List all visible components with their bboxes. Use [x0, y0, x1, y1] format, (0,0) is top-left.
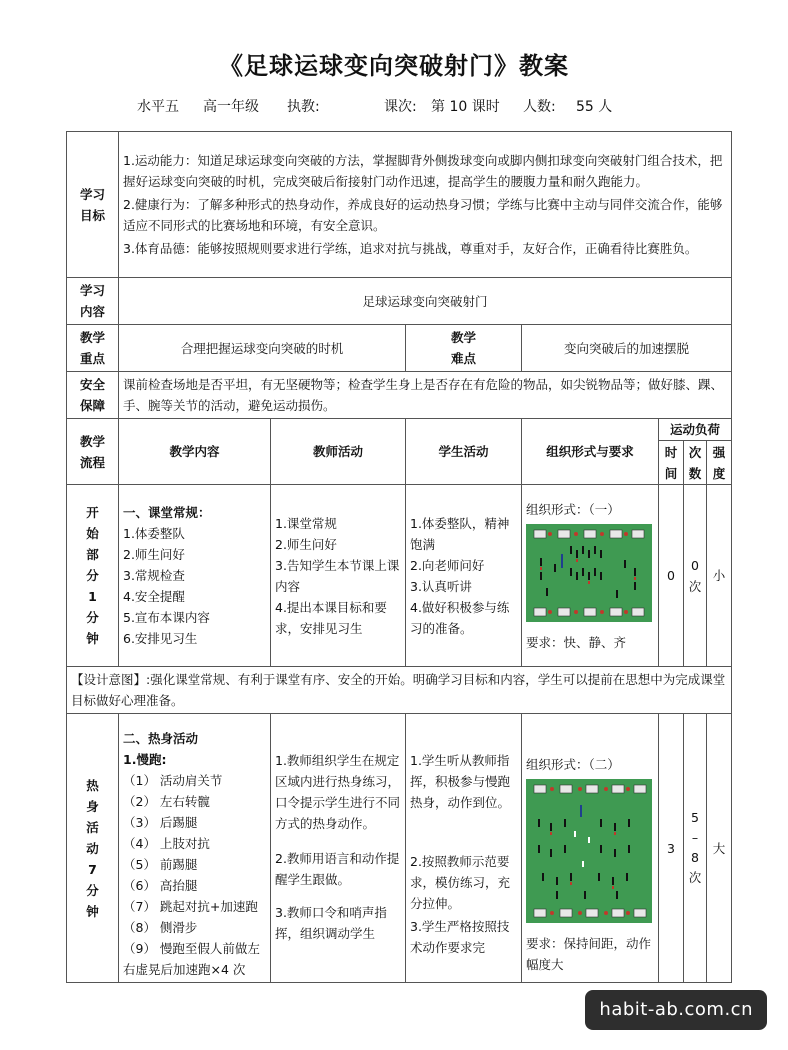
- section1-content-item: 4.安全提醒: [123, 589, 185, 604]
- section1-phase: 开 始 部 分 1 分 钟: [67, 485, 119, 667]
- student-header: 学生活动: [406, 419, 522, 485]
- focus-row: [67, 325, 732, 372]
- section1-teacher-item: 2.师生问好: [275, 536, 337, 552]
- section1-teacher: [271, 485, 406, 667]
- section2-org-req: 要求：保持间距，动作幅度大: [526, 936, 652, 972]
- key-value: 合理把握运球变向突破的时机: [119, 325, 406, 372]
- section2-content: [119, 714, 271, 983]
- formation-diagram-1: [526, 524, 652, 622]
- section2-content-item: （8） 侧滑步: [123, 920, 198, 935]
- section1-content-item: 5.宣布本课内容: [123, 610, 210, 625]
- lesson-plan-table: [66, 131, 732, 983]
- section2-content-item: （5） 前踢腿: [123, 857, 198, 872]
- section1-org-req: 要求：快、静、齐: [526, 634, 627, 650]
- section1-times: 0 次: [684, 485, 707, 667]
- section2-org: [522, 714, 659, 983]
- content-value: 足球运球变向突破射门: [119, 278, 732, 325]
- section2-student-item: 2.按照教师示范要求，模仿练习，充分拉伸。: [410, 854, 511, 911]
- content-row: [67, 278, 732, 325]
- lesson-label: 课次:: [384, 99, 417, 115]
- section1-student-item: 1.体委整队，精神饱满: [410, 515, 510, 552]
- section2-content-item: （7） 跳起对抗+加速跑: [123, 899, 258, 914]
- key-label: 教学 重点: [67, 325, 119, 372]
- section2-content-item: （6） 高抬腿: [123, 878, 198, 893]
- page-title: 《足球运球变向突破射门》教案: [219, 52, 569, 80]
- section1-org: [522, 485, 659, 667]
- section2-org-title: 组织形式：（二）: [526, 757, 620, 772]
- section1-student-item: 3.认真听讲: [410, 578, 472, 594]
- difficulty-label: 教学 难点: [406, 325, 522, 372]
- objective-3: 3.体育品德：能够按照规则要求进行学练，追求对抗与挑战，尊重对手，友好合作，正确看待比赛胜负。: [123, 241, 698, 256]
- section1-content-item: 3.常规检查: [123, 568, 185, 583]
- content-label: 学习 内容: [67, 278, 119, 325]
- section1-intensity: 小: [707, 485, 732, 667]
- section1-design-row: [67, 667, 732, 714]
- count-value: 55 人: [576, 99, 613, 115]
- section2-student-item: 1.学生听从教师指挥，积极参与慢跑热身，动作到位。: [410, 753, 511, 810]
- section2-student: [406, 714, 522, 983]
- objective-2: 2.健康行为：了解多种形式的热身动作，养成良好的运动热身习惯；学练与比赛中主动与同伴交流合作，能够适应不同形式的比赛场地和环境，有安全意识。: [123, 197, 723, 233]
- section2-teacher-item: 1.教师组织学生在规定区域内进行热身练习，口令提示学生进行不同方式的热身动作。: [275, 753, 401, 831]
- section1-heading: 一、课堂常规：: [123, 505, 211, 520]
- section2-content-item: （2） 左右转髋: [123, 794, 210, 809]
- teacher-label: 执教:: [287, 99, 320, 115]
- lesson-value: 第 10 课时: [431, 99, 500, 115]
- content-header: 教学内容: [119, 419, 271, 485]
- section2-heading: 二、热身活动: [123, 731, 199, 746]
- section2-sub: 1.慢跑:: [123, 752, 167, 767]
- section1-student-item: 4.做好积极参与练习的准备。: [410, 599, 510, 636]
- section1-teacher-item: 3.告知学生本节课上课内容: [275, 557, 400, 594]
- org-header: 组织形式与要求: [522, 419, 659, 485]
- teacher-header: 教师活动: [271, 419, 406, 485]
- objectives-label: 学习 目标: [67, 132, 119, 278]
- grade: 高一年级: [203, 99, 259, 115]
- section1-content-item: 6.安排见习生: [123, 631, 198, 646]
- section1-teacher-item: 1.课堂常规: [275, 515, 337, 531]
- section1-content-item: 2.师生问好: [123, 547, 185, 562]
- flow-header: 教学 流程: [67, 419, 119, 485]
- section1-student: [406, 485, 522, 667]
- watermark: habit-ab.com.cn: [585, 990, 767, 1030]
- time-header: 时 间: [659, 441, 684, 485]
- section2-phase: 热 身 活 动 7 分 钟: [67, 714, 119, 983]
- objectives-text: [119, 132, 732, 278]
- formation-diagram-2: [526, 779, 652, 923]
- load-header: 运动负荷: [659, 419, 732, 441]
- section2-content-item: （4） 上肢对抗: [123, 836, 210, 851]
- section1-time: 0: [659, 485, 684, 667]
- section1-row: [67, 485, 732, 667]
- flow-header-row: [67, 419, 732, 441]
- section2-teacher: [271, 714, 406, 983]
- section2-intensity: 大: [707, 714, 732, 983]
- section2-teacher-item: 2.教师用语言和动作提醒学生跟做。: [275, 851, 400, 887]
- section1-student-item: 2.向老师问好: [410, 557, 485, 573]
- section1-content-item: 1.体委整队: [123, 526, 185, 541]
- section1-org-title: 组织形式：（一）: [526, 501, 620, 517]
- section2-teacher-item: 3.教师口令和哨声指挥，组织调动学生: [275, 905, 387, 941]
- objective-1: 1.运动能力：知道足球运球变向突破的方法，掌握脚背外侧拨球变向或脚内侧扣球变向突破射门组合技术，把握好运球变向突破的时机，完成突破后衔接射门动作迅速，提高学生的腰腹力量和耐久跑能力。: [123, 153, 723, 189]
- section1-design: 【设计意图】:强化课堂常规、有利于课堂有序、安全的开始。明确学习目标和内容，学生可以提前在思想中为完成课堂目标做好心理准备。: [67, 667, 732, 714]
- section2-content-item: （3） 后踢腿: [123, 815, 198, 830]
- objectives-row: [67, 132, 732, 278]
- count-label: 人数:: [523, 99, 556, 115]
- difficulty-value: 变向突破后的加速摆脱: [522, 325, 732, 372]
- section2-time: 3: [659, 714, 684, 983]
- level: 水平五: [137, 99, 179, 115]
- section2-content-item: （9） 慢跑至假人前做左右虚晃后加速跑×4 次: [123, 941, 260, 977]
- section1-content: [119, 485, 271, 667]
- section2-student-item: 3.学生严格按照技术动作要求完: [410, 919, 510, 955]
- intensity-header: 强 度: [707, 441, 732, 485]
- section2-row: [67, 714, 732, 983]
- times-header: 次 数: [684, 441, 707, 485]
- section1-teacher-item: 4.提出本课目标和要求，安排见习生: [275, 599, 387, 636]
- section2-times: 5 – 8 次: [684, 714, 707, 983]
- safety-label: 安全 保障: [67, 372, 119, 419]
- section2-content-item: （1） 活动肩关节: [123, 773, 223, 788]
- safety-value: 课前检查场地是否平坦，有无坚硬物等；检查学生身上是否存在有危险的物品，如尖锐物品等；做好膝、踝、手、腕等关节的活动，避免运动损伤。: [119, 372, 732, 419]
- safety-row: [67, 372, 732, 419]
